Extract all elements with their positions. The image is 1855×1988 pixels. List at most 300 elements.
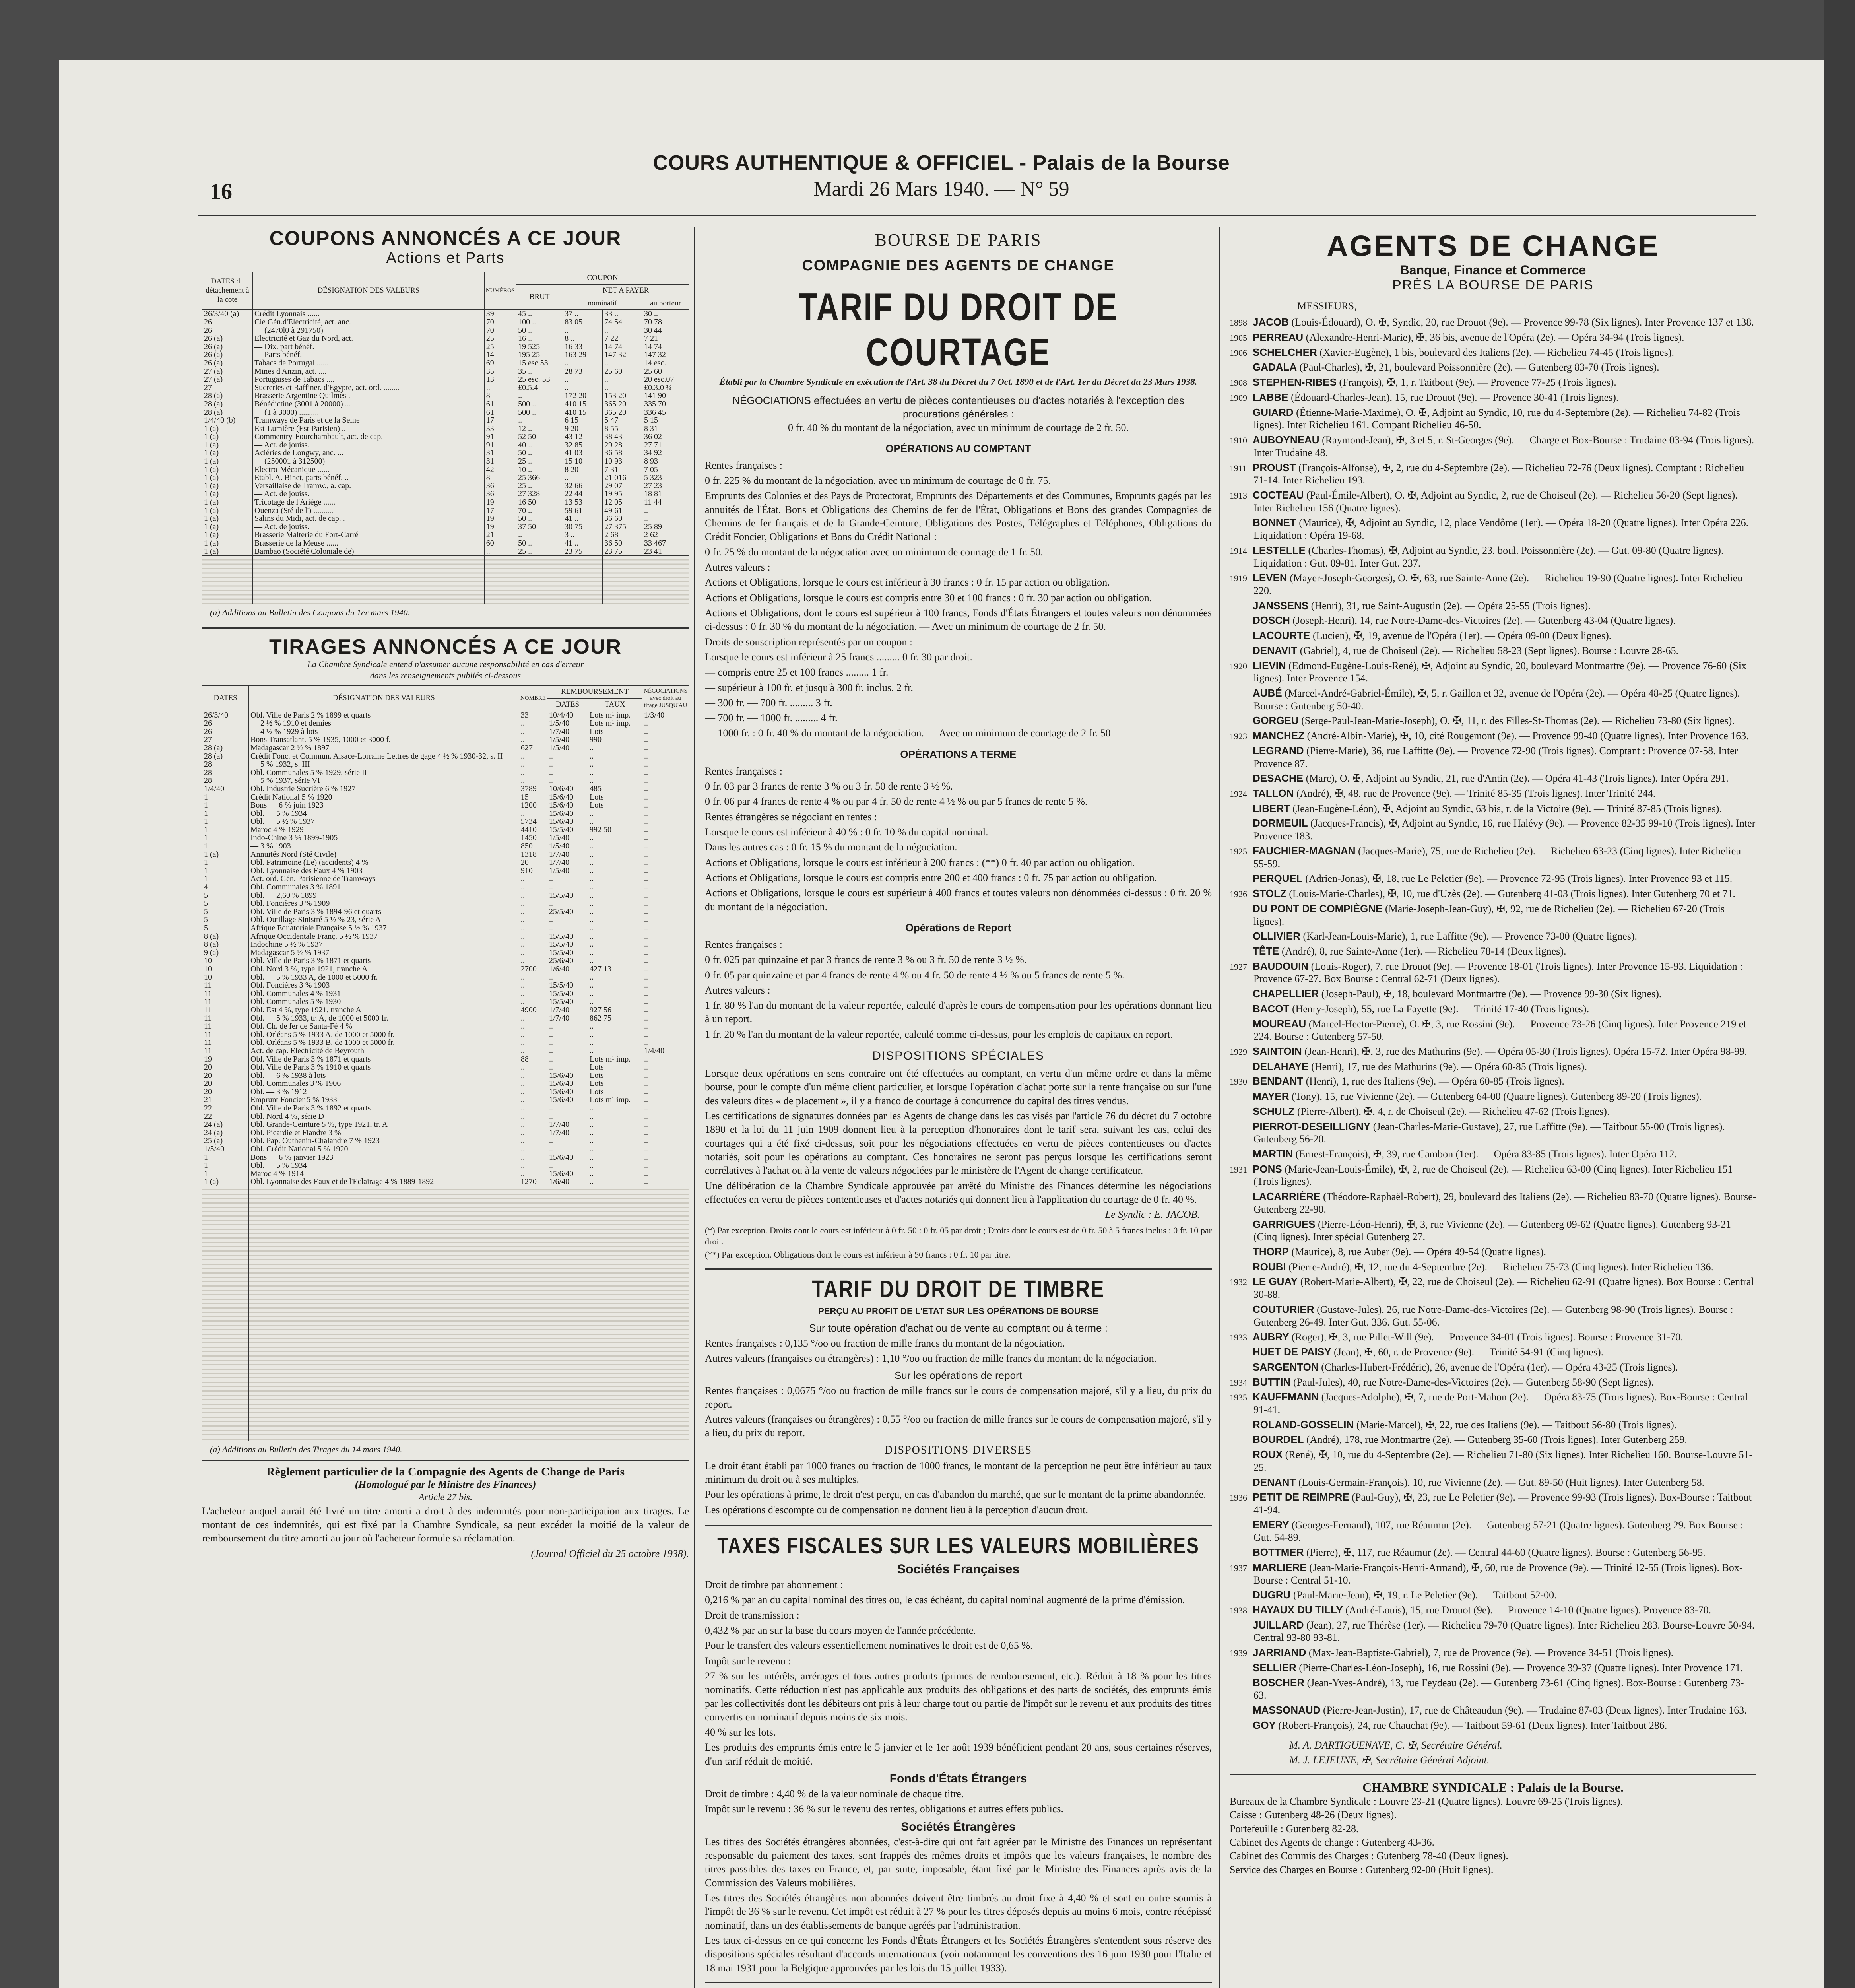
table-cell: .. (519, 728, 547, 736)
agent-details: (André), 178, rue Montmartre (2e). — Gutenberg 35-60 (Trois lignes). Inter Gutenberg 259. (1306, 1434, 1687, 1446)
table-cell: Obl. Foncières 3 % 1903 (249, 981, 519, 990)
paragraph: Pour les opérations à prime, le droit n'est perçu, en cas d'abandon du marché, que sur le montant de la prime abandonnée. (705, 1489, 1206, 1501)
agent-name: KAUFFMANN (1253, 1391, 1319, 1403)
table-cell: 1 (202, 875, 249, 883)
table-cell: 500 .. (516, 408, 563, 417)
table-cell: — 3 % 1903 (249, 842, 519, 850)
table-cell: .. (588, 1031, 642, 1039)
table-cell: 15/6/40 (547, 1079, 588, 1088)
agent-details: (Paul-Guy), ✠, 23, rue Le Peletier (9e). — Provence 99-93 (Trois lignes). Box-Bourse : Taitbout 41-94. (1253, 1491, 1752, 1516)
agent-year: 1939 (1230, 1648, 1247, 1658)
table-cell: 35 (484, 367, 516, 376)
agent-entry (1230, 903, 1756, 928)
table-cell: Act. de cap. Electricité de Beyrouth (249, 1047, 519, 1055)
paragraph: (*) Par exception. Droits dont le cours est inférieur à 0 fr. 50 : 0 fr. 05 par droit ; Droits dont le cours est de 0 fr. 50 à 5 francs inclus : 0 fr. 10 par droit. (705, 1225, 1212, 1247)
prelevement-rule (705, 1982, 1212, 1983)
table-row (202, 744, 689, 752)
table-cell: .. (588, 957, 642, 965)
agent-details: (Charles-Thomas), ✠, Adjoint au Syndic, 23, boul. Poissonnière (2e). — Gut. 09-80 (Quatre lignes). Liquidation : Gut. 09-81. Inter Gut. 237. (1253, 544, 1724, 569)
table-cell: .. (642, 1112, 689, 1121)
table-cell: 27 (a) (202, 375, 253, 384)
table-cell: Obl. Ville de Paris 3 % 1871 et quarts (249, 957, 519, 965)
table-cell: .. (642, 916, 689, 924)
table-cell: .. (642, 875, 689, 883)
coupons-rule (202, 627, 689, 629)
agent-name: BAUDOUIN (1253, 960, 1309, 972)
paragraph: Une délibération de la Chambre Syndicale approuvée par arrêté du Ministre des Finances détermine les négociations effectuées en vertu de pièces contentieuses et d'actes notariés qui donnent lieu à l'application du courtage de 0 fr. 40 %. (705, 1180, 1212, 1205)
table-cell: .. (588, 1137, 642, 1145)
paragraph: Rentes françaises : (705, 938, 782, 950)
table-cell: .. (519, 899, 547, 908)
table-cell: 410 15 (563, 408, 603, 417)
table-cell: 850 (519, 842, 547, 850)
col-t-remb-dates: DATES (547, 698, 588, 711)
agent-entry (1230, 1419, 1756, 1431)
table-cell: Obl. Picardie et Flandre 3 % (249, 1129, 519, 1137)
table-cell: .. (516, 416, 563, 425)
paragraph: 0 fr. 05 par quinzaine et par 4 francs de rente 4 % ou 4 fr. 50 de rente 4 ½ % ou 5 francs de rente 5 %. (705, 969, 1125, 981)
comptant-list (705, 459, 1212, 740)
table-cell: 22 (202, 1112, 249, 1121)
table-cell: Bons — 6 % juin 1923 (249, 801, 519, 810)
table-cell: .. (519, 1104, 547, 1112)
table-cell: 11 (202, 1022, 249, 1031)
paragraph: 0 fr. 03 par 3 francs de rente 3 % ou 3 fr. 50 de rente 3 ½ %. (705, 780, 953, 792)
agent-details: (Adrien-Jonas), ✠, 18, rue Le Peletier (9e). — Provence 72-95 (Trois lignes). Inter Provence 93 et 115. (1305, 873, 1733, 885)
table-cell: 32 66 (563, 482, 603, 490)
agent-entry (1230, 1448, 1756, 1474)
table-cell: 5 323 (642, 474, 689, 482)
filler-cell (519, 1186, 547, 1441)
agent-details: (Louis-Édouard), O. ✠, Syndic, 20, rue Drouot (9e). — Provence 99-78 (Six lignes). Inter Provence 137 et 138. (1291, 316, 1754, 328)
table-cell: 39 (484, 310, 516, 318)
agent-details: (Raymond-Jean), ✠, 3 et 5, r. St-Georges (9e). — Charge et Box-Bourse : Trudaine 03-94 (Trois lignes). Inter Trudaine 48. (1253, 434, 1754, 458)
table-cell: .. (519, 981, 547, 990)
table-cell: 13 (484, 375, 516, 384)
publication-title: COURS AUTHENTIQUE & OFFICIEL - Palais de la Bourse (653, 151, 1230, 175)
agent-name: HAYAUX DU TILLY (1253, 1604, 1343, 1616)
table-cell: .. (642, 719, 689, 728)
page-number: 16 (210, 179, 232, 204)
table-cell: .. (642, 998, 689, 1006)
table-cell: .. (516, 531, 563, 539)
agent-name: JARRIAND (1253, 1646, 1306, 1659)
table-cell: .. (642, 1120, 689, 1129)
table-cell: 20 (202, 1088, 249, 1096)
agent-details: (Xavier-Eugène), 1 bis, boulevard des Italiens (2e). — Richelieu 74-45 (Trois lignes). (1319, 346, 1674, 358)
table-cell: .. (642, 1063, 689, 1072)
table-cell: Cie Gén.d'Electricité, act. anc. (253, 318, 485, 326)
table-cell: .. (519, 1031, 547, 1039)
table-cell: .. (642, 1022, 689, 1031)
agents-sub1: Banque, Finance et Commerce (1400, 263, 1586, 277)
agent-year: 1936 (1230, 1493, 1247, 1503)
taxes-etat-list (705, 1787, 1212, 1816)
table-cell: 147 32 (603, 351, 642, 359)
paragraph: Actions et Obligations, lorsque le cours est inférieur à 30 francs : 0 fr. 15 par action ou obligation. (705, 577, 1110, 588)
table-cell: .. (642, 973, 689, 982)
table-cell: 11 (202, 1047, 249, 1055)
table-cell: .. (588, 1170, 642, 1178)
coupons-section (202, 227, 689, 619)
agent-details: (Théodore-Raphaël-Robert), 29, boulevard des Italiens (2e). — Richelieu 83-70 (Quatre lignes). Bourse-Gutenberg 22-90. (1253, 1191, 1756, 1215)
table-cell: 1/7/40 (547, 850, 588, 859)
agent-name: COCTEAU (1253, 489, 1304, 501)
table-cell: 28 (202, 769, 249, 777)
table-cell: 22 44 (563, 490, 603, 498)
table-cell: .. (642, 1039, 689, 1047)
table-cell: .. (519, 1072, 547, 1080)
table-cell: 1 (202, 826, 249, 834)
agent-name: BOTTMER (1253, 1546, 1304, 1559)
table-cell: 28 (a) (202, 392, 253, 400)
table-cell: .. (547, 899, 588, 908)
paragraph: 1 fr. 80 % l'an du montant de la valeur reportée, calculé d'après le cours de compensation pour les opérations donnant lieu à un report. (705, 1000, 1212, 1025)
col-t-dates: DATES (202, 685, 249, 711)
table-row (202, 318, 689, 326)
agent-entry (1230, 600, 1756, 612)
table-cell: .. (519, 1153, 547, 1162)
table-cell: Obl. Ville de Paris 3 % 1892 et quarts (249, 1104, 519, 1112)
table-cell: .. (642, 507, 689, 515)
table-cell: .. (519, 1161, 547, 1170)
table-row (202, 826, 689, 834)
col-coupon: COUPON (516, 272, 689, 285)
agent-details: (François-Alfonse), ✠, 2, rue du 4-Septembre (2e). — Richelieu 72-76 (Deux lignes). Comptant : Richelieu 71-14. Inter Richelieu 193. (1253, 462, 1744, 486)
agent-name: LACOURTE (1253, 629, 1310, 642)
agent-name: MASSONAUD (1253, 1704, 1321, 1716)
col-numeros: NUMÉROS (484, 272, 516, 310)
table-cell: 27 (202, 384, 253, 392)
table-cell: Electricité et Gaz du Nord, act. (253, 334, 485, 343)
paragraph: Bureaux de la Chambre Syndicale : Louvre 23-21 (Quatre lignes). Louvre 69-25 (Trois lignes). (1230, 1796, 1623, 1807)
table-cell: .. (642, 1137, 689, 1145)
table-cell: 19 525 (516, 343, 563, 351)
table-cell: .. (642, 1153, 689, 1162)
table-cell: .. (642, 801, 689, 810)
table-cell: 7 31 (603, 466, 642, 474)
agent-entry (1230, 1476, 1756, 1489)
page-header (59, 151, 1824, 201)
agent-entry (1230, 1619, 1756, 1644)
table-cell: 28 73 (563, 367, 603, 376)
table-cell: 8 .. (563, 334, 603, 343)
table-cell: 15/5/40 (547, 826, 588, 834)
table-row (202, 326, 689, 335)
table-cell: 8 55 (603, 425, 642, 433)
paragraph: Les titres des Sociétés étrangères non abonnées doivent être timbrés au droit fixe à 4,40 % et sont en outre soumis à l'impôt de 36 % sur le revenu. Cet impôt est réduit à 27 % pour les titres déposés depuis au moins 6 mois, contre récépissé nominatif, dans un des établissements de banque agréés par l'administration. (705, 1892, 1212, 1931)
agent-name: MARLIERE (1253, 1561, 1307, 1573)
table-cell: Obl. — 5 ½ % 1937 (249, 817, 519, 826)
table-cell: Bons Transatlant. 5 % 1935, 1000 et 3000 f. (249, 736, 519, 744)
paragraph: Lorsque le cours est inférieur à 25 francs ......... 0 fr. 30 par droit. (705, 651, 972, 663)
table-cell: 36 (484, 490, 516, 498)
filler-cell (484, 556, 516, 604)
table-row (202, 990, 689, 998)
table-cell: 1 (a) (202, 457, 253, 466)
taxes-h-fr: Sociétés Françaises (897, 1562, 1020, 1576)
table-cell: .. (642, 834, 689, 842)
paragraph: 0,432 % par an sur la base du cours moyen de l'année précédente. (705, 1624, 976, 1636)
table-cell: 41 .. (563, 539, 603, 547)
table-row (202, 1096, 689, 1104)
table-cell: 1 (a) (202, 433, 253, 441)
table-cell: 20 (202, 1072, 249, 1080)
agent-details: (Jacques-Marie), 75, rue de Richelieu (2e). — Richelieu 63-23 (Cinq lignes). Inter Richelieu 55-59. (1253, 845, 1741, 870)
table-cell: 1/3/40 (642, 711, 689, 719)
table-cell: 59 61 (563, 507, 603, 515)
table-cell: .. (642, 1096, 689, 1104)
table-cell: 16 .. (516, 334, 563, 343)
table-cell: 153 20 (603, 392, 642, 400)
table-cell: .. (642, 981, 689, 990)
table-cell: .. (588, 769, 642, 777)
table-cell: .. (547, 777, 588, 785)
col-brut: BRUT (516, 284, 563, 310)
table-cell: 1 (202, 1161, 249, 1170)
agent-details: (Max-Jean-Baptiste-Gabriel), 7, rue de Provence (9e). — Provence 34-51 (Trois lignes). (1308, 1647, 1674, 1659)
table-cell: .. (642, 1104, 689, 1112)
agent-entry (1230, 1163, 1756, 1188)
table-cell: .. (642, 990, 689, 998)
table-row (202, 899, 689, 908)
table-cell: 910 (519, 867, 547, 875)
agent-details: (Edmond-Eugène-Louis-René), ✠, Adjoint au Syndic, 20, boulevard Montmartre (9e). — Provence 76-60 (Six lignes). Inter Provence 154. (1253, 660, 1747, 684)
col-porteur: au porteur (642, 297, 689, 310)
table-cell: .. (519, 777, 547, 785)
agent-details: (Pierre-Charles-Léon-Joseph), 16, rue Rossini (9e). — Provence 39-37 (Quatre lignes). Inter Provence 171. (1299, 1662, 1743, 1673)
table-row (202, 1022, 689, 1031)
agent-name: BACOT (1253, 1002, 1290, 1015)
paragraph: Autres valeurs (françaises ou étrangères) : 0,55 °/oo ou fraction de mille francs sur le cours de compensation majoré, s'il y a lieu, du prix du report. (705, 1413, 1212, 1439)
table-cell: 25 60 (642, 367, 689, 376)
table-cell: Tramways de Paris et de la Seine (253, 416, 485, 425)
table-cell: .. (547, 924, 588, 932)
paragraph: Rentes françaises : (705, 459, 782, 471)
agent-year: 1908 (1230, 378, 1247, 388)
agent-entry (1230, 1704, 1756, 1717)
table-cell: .. (519, 719, 547, 728)
table-cell: .. (588, 842, 642, 850)
table-cell: 992 50 (588, 826, 642, 834)
table-cell: 15/5/40 (547, 940, 588, 949)
table-cell: — (1 à 3000) .......... (253, 408, 485, 417)
paragraph: Service des Charges en Bourse : Gutenberg 92-00 (Huit lignes). (1230, 1864, 1494, 1875)
table-cell: Obl. Est 4 %, type 1921, tranche A (249, 1006, 519, 1014)
table-cell: 11 (202, 998, 249, 1006)
table-row (202, 908, 689, 916)
paragraph: Les titres des Sociétés étrangères abonnées, c'est-à-dire qui ont fait agréer par le Ministre des Finances un représentant responsable du paiement des taxes, sont frappés des mêmes droits et impôts que les valeurs françaises, le nombre des titres passibles des taxes en France, et, par suite, imposable, étant fixé par le Ministre des Finances après avis de la Commission des Valeurs mobilières. (705, 1836, 1212, 1889)
table-cell: 11 (202, 1014, 249, 1023)
agent-entry (1230, 1376, 1756, 1389)
tirages-title: TIRAGES ANNONCÉS A CE JOUR (269, 635, 622, 658)
paragraph: 1 fr. 20 % l'an du montant de la valeur reportée, calculé comme ci-dessus, pour les emplois de capitaux en report. (705, 1028, 1173, 1040)
table-row (202, 867, 689, 875)
table-cell: 5 15 (642, 416, 689, 425)
table-cell: 1/5/40 (547, 719, 588, 728)
table-cell: .. (519, 1145, 547, 1153)
table-cell: .. (547, 1031, 588, 1039)
table-cell: Obl. Communales 5 % 1929, série II (249, 769, 519, 777)
table-cell: Madagascar 2 ½ % 1897 (249, 744, 519, 752)
table-cell: .. (588, 850, 642, 859)
table-cell: 1 (202, 801, 249, 810)
table-cell: 25 .. (516, 457, 563, 466)
table-cell: .. (588, 875, 642, 883)
table-cell: 100 .. (516, 318, 563, 326)
table-cell: .. (642, 850, 689, 859)
table-cell: Crédit Fonc. et Commun. Alsace-Lorraine Lettres de gage 4 ½ % 1930-32, s. II (249, 752, 519, 761)
table-cell: Lots m¹ imp. (588, 711, 642, 719)
table-row (202, 457, 689, 466)
table-cell: .. (642, 728, 689, 736)
agent-name: EMERY (1253, 1518, 1289, 1531)
agent-details: (Jacques-Adolphe), ✠, 7, rue de Port-Mahon (2e). — Opéra 83-75 (Trois lignes). Box-Bourse : Central 91-41. (1253, 1391, 1748, 1415)
table-cell: 19 (202, 1055, 249, 1064)
agent-year: 1905 (1230, 333, 1247, 343)
agent-entry (1230, 817, 1756, 842)
table-cell: .. (642, 908, 689, 916)
table-cell: .. (588, 777, 642, 785)
table-cell: .. (588, 908, 642, 916)
table-cell: .. (642, 744, 689, 752)
taxes-fr-list (705, 1578, 1212, 1768)
table-cell: 37 .. (563, 310, 603, 318)
table-row (202, 711, 689, 719)
table-cell: .. (642, 1006, 689, 1014)
table-cell: 21 (202, 1096, 249, 1104)
table-cell: 26 (202, 318, 253, 326)
table-cell: 1 (a) (202, 441, 253, 449)
table-cell: 74 54 (603, 318, 642, 326)
filler-cell (642, 1186, 689, 1441)
table-cell: 15 esc.53 (516, 359, 563, 367)
agent-year: 1920 (1230, 661, 1247, 671)
agent-year: 1930 (1230, 1077, 1247, 1087)
table-cell: 1 (a) (202, 490, 253, 498)
table-cell: 33 (484, 425, 516, 433)
agent-entry (1230, 1060, 1756, 1073)
table-cell: .. (588, 883, 642, 891)
table-cell: 33 .. (603, 310, 642, 318)
table-cell: .. (588, 1104, 642, 1112)
table-cell: 25 .. (516, 482, 563, 490)
table-cell: 8 (484, 392, 516, 400)
messieurs-label: MESSIEURS, (1297, 300, 1357, 312)
table-cell: 36 58 (603, 449, 642, 457)
table-cell: 1 (a) (202, 466, 253, 474)
table-cell: 15/5/40 (547, 981, 588, 990)
agent-details: (Jean-Henri), ✠, 3, rue des Mathurins (9e). — Opéra 05-30 (Trois lignes). Opéra 15-72. Inter Opéra 98-99. (1304, 1045, 1747, 1057)
table-cell: 10 .. (516, 466, 563, 474)
table-row (202, 1170, 689, 1178)
table-cell: Madagascar 5 ½ % 1937 (249, 949, 519, 957)
table-cell: Act. ord. Gén. Parisienne de Tramways (249, 875, 519, 883)
table-cell: .. (519, 1112, 547, 1121)
timbre-subtitle: PERÇU AU PROFIT DE L'ETAT SUR LES OPÉRATIONS DE BOURSE (818, 1306, 1098, 1316)
agent-entry (1230, 1018, 1756, 1043)
table-cell: 23 41 (642, 547, 689, 556)
table-cell: Obl. Grande-Ceinture 5 %, type 1921, tr. A (249, 1120, 519, 1129)
table-cell: 1 (a) (202, 514, 253, 523)
table-cell: 1 (202, 1170, 249, 1178)
column-divider-1 (694, 227, 695, 1988)
table-cell: Obl. Industrie Sucrière 6 % 1927 (249, 785, 519, 793)
agent-entry (1230, 1677, 1756, 1702)
table-cell: 500 .. (516, 400, 563, 408)
table-cell: .. (519, 949, 547, 957)
table-row (202, 1112, 689, 1121)
agent-entry (1230, 1120, 1756, 1145)
agent-details: (Robert-François), 24, rue Chauchat (9e). — Taitbout 59-61 (Deux lignes). Inter Taitbout 286. (1278, 1719, 1667, 1731)
agent-entry (1230, 614, 1756, 627)
table-cell: .. (642, 810, 689, 818)
agent-entry (1230, 1491, 1756, 1516)
agent-details: (Louis-Marie-Charles), ✠, 10, rue d'Uzès (2e). — Gutenberg 41-03 (Trois lignes). Inter Gutenberg 70 et 71. (1289, 888, 1736, 900)
right-column (1230, 223, 1756, 1988)
report-heading: Opérations de Report (905, 921, 1011, 934)
paragraph: Dans les autres cas : 0 fr. 15 % du montant de la négociation. (705, 841, 957, 853)
agent-name: CHAPELLIER (1253, 988, 1319, 1000)
table-cell: Obl. Orléans 5 % 1933 B, de 1000 et 5000 fr. (249, 1039, 519, 1047)
table-cell: Brasserie Malterie du Fort-Carré (253, 531, 485, 539)
agent-entry (1230, 1003, 1756, 1015)
table-cell: Lots (588, 728, 642, 736)
table-cell: 16 33 (563, 343, 603, 351)
col-t-remb-taux: TAUX (588, 698, 642, 711)
agent-entry (1230, 1218, 1756, 1243)
table-cell: 20 (202, 1079, 249, 1088)
table-cell: .. (642, 899, 689, 908)
table-cell: .. (547, 752, 588, 761)
table-cell: 1270 (519, 1178, 547, 1186)
paragraph: Actions et Obligations, lorsque le cours est compris entre 30 et 100 francs : 0 fr. 30 par action ou obligation. (705, 592, 1152, 604)
table-cell: .. (547, 973, 588, 982)
table-cell: .. (519, 1170, 547, 1178)
paragraph: Lorsque le cours est inférieur à 40 % : 0 fr. 10 % du capital nominal. (705, 826, 988, 838)
table-cell: .. (588, 817, 642, 826)
table-cell: 26 (202, 728, 249, 736)
table-cell: 2700 (519, 965, 547, 973)
agent-details: (Maurice), 8, rue Auber (9e). — Opéra 49-54 (Quatre lignes). (1291, 1246, 1546, 1258)
col-designation: DÉSIGNATION DES VALEURS (253, 272, 485, 310)
timbre-p3 (705, 1459, 1212, 1517)
table-cell: .. (519, 752, 547, 761)
table-cell: 3 .. (563, 531, 603, 539)
table-cell: .. (603, 326, 642, 335)
agent-entry (1230, 346, 1756, 359)
table-cell: 24 (a) (202, 1129, 249, 1137)
table-cell: 15/5/40 (547, 891, 588, 900)
table-cell: 31 (484, 449, 516, 457)
agent-entry (1230, 434, 1756, 459)
agent-details: (Georges-Fernand), 107, rue Réaumur (2e). — Gutenberg 57-21 (Quatre lignes). Gutenberg 29. Box Bourse : Gut. 54-89. (1253, 1519, 1743, 1543)
table-cell: 36 (484, 482, 516, 490)
table-cell: 1/7/40 (547, 728, 588, 736)
agent-year: 1935 (1230, 1392, 1247, 1403)
agent-entry (1230, 1546, 1756, 1559)
table-cell: 427 13 (588, 965, 642, 973)
table-cell: .. (642, 1079, 689, 1088)
agent-details: (Tony), 15, rue Vivienne (2e). — Gutenberg 64-00 (Quatre lignes). Gutenberg 89-20 (Trois lignes). (1292, 1091, 1702, 1103)
table-cell: Portugaises de Tabacs .... (253, 375, 485, 384)
agent-details: (Marie-Marcel), ✠, 22, rue des Italiens (9e). — Taitbout 56-80 (Trois lignes). (1356, 1419, 1677, 1431)
table-cell: .. (519, 883, 547, 891)
table-cell: Obl. — 3 % 1912 (249, 1088, 519, 1096)
agent-entry (1230, 1090, 1756, 1103)
table-row (202, 810, 689, 818)
table-cell: 36 02 (642, 433, 689, 441)
